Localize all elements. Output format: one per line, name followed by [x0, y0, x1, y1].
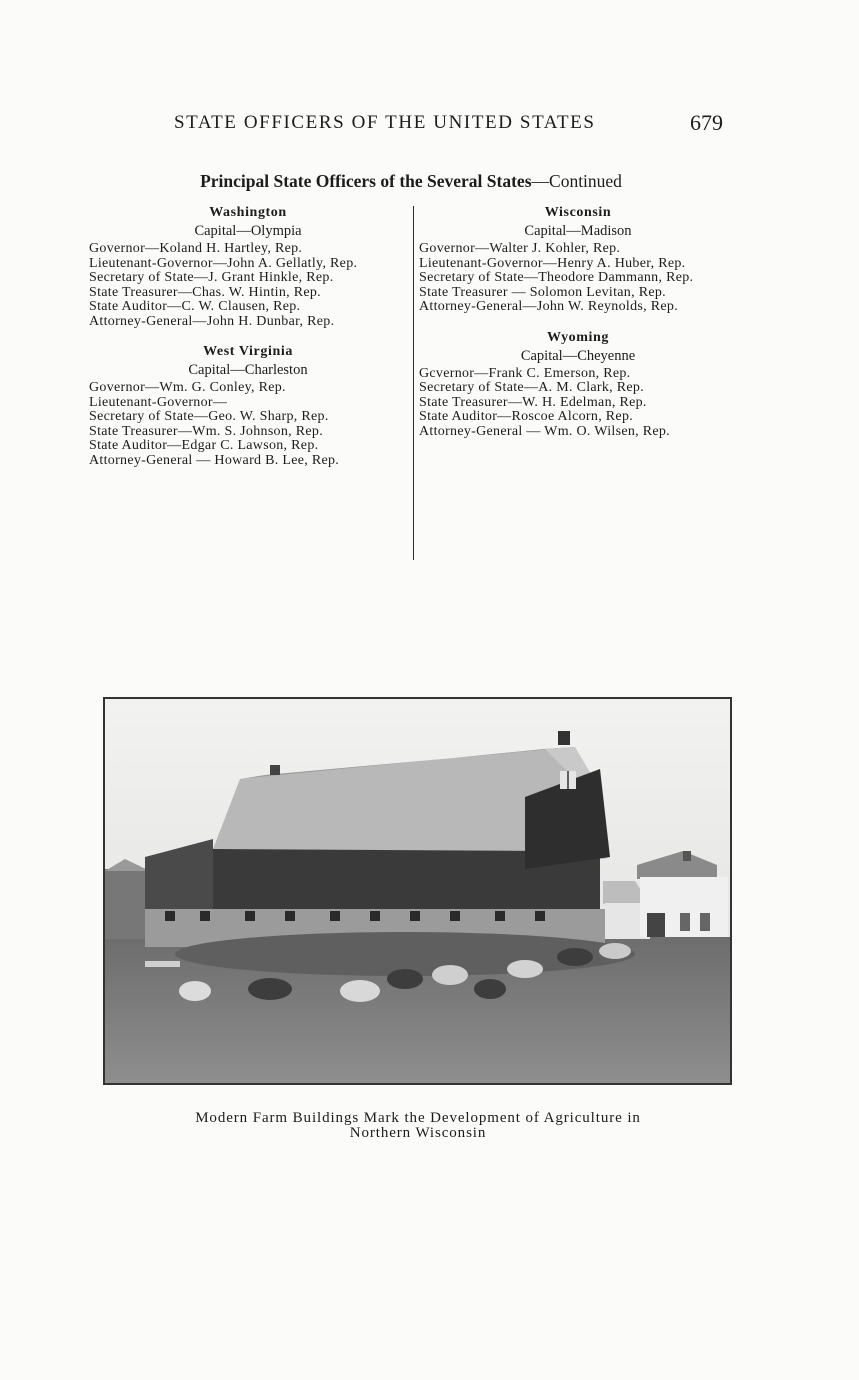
page-number: 679 — [690, 110, 723, 135]
running-title: STATE OFFICERS OF THE UNITED STATES — [174, 112, 596, 133]
officer-entry: State Treasurer — Solomon Levitan, Rep. — [419, 284, 666, 300]
state-block — [419, 204, 737, 315]
officer-entry: Attorney-General—John W. Reynolds, Rep. — [419, 299, 678, 314]
state-capital: Capital—Charleston — [188, 362, 308, 378]
right-column — [419, 204, 737, 453]
officer-entry: State Auditor—C. W. Clausen, Rep. — [89, 299, 301, 314]
state-name: West Virginia — [203, 344, 293, 359]
officer-entry: Secretary of State—Theodore Dammann, Rep. — [419, 270, 694, 285]
photo-caption — [120, 1111, 716, 1141]
officer-entry: State Auditor—Edgar C. Lawson, Rep. — [89, 438, 319, 453]
officer-entry: Attorney-General—John H. Dunbar, Rep. — [89, 313, 335, 329]
officer-entry: Lieutenant-Governor—John A. Gellatly, Rep. — [89, 255, 358, 271]
state-capital: Capital—Madison — [524, 223, 632, 239]
left-column — [89, 204, 407, 482]
officer-entry: Governor—Walter J. Kohler, Rep. — [419, 241, 621, 256]
section-title — [0, 171, 822, 192]
officer-entry: Governor—Koland H. Hartley, Rep. — [89, 241, 303, 256]
state-block — [419, 329, 737, 440]
officer-entry: State Treasurer—Chas. W. Hintin, Rep. — [89, 284, 321, 300]
caption-line-1: Modern Farm Buildings Mark the Development of Agriculture in — [195, 1110, 641, 1126]
state-capital: Capital—Cheyenne — [520, 347, 636, 364]
state-block — [89, 343, 407, 468]
officer-entry: Gcvernor—Frank C. Emerson, Rep. — [419, 365, 631, 381]
officer-entry: Secretary of State—A. M. Clark, Rep. — [419, 380, 645, 395]
officer-entry: Lieutenant-Governor— — [89, 394, 228, 410]
barn-illustration — [105, 699, 730, 1083]
state-name: Washington — [209, 205, 287, 220]
officer-entry: State Treasurer—W. H. Edelman, Rep. — [419, 394, 647, 410]
state-block — [89, 204, 407, 329]
officer-entry: State Auditor—Roscoe Alcorn, Rep. — [419, 409, 634, 424]
running-head — [174, 112, 734, 140]
section-title-suffix: —Continued — [531, 171, 622, 191]
column-divider — [413, 206, 414, 560]
section-title-main: Principal State Officers of the Several States — [200, 171, 532, 191]
officer-entry: State Treasurer—Wm. S. Johnson, Rep. — [89, 423, 324, 439]
officer-entry: Governor—Wm. G. Conley, Rep. — [89, 380, 286, 395]
officer-entry: Secretary of State—Geo. W. Sharp, Rep. — [89, 409, 329, 424]
state-name: Wyoming — [546, 329, 610, 345]
officer-entry: Attorney-General — Wm. O. Wilsen, Rep. — [419, 423, 670, 439]
officer-entry: Lieutenant-Governor—Henry A. Huber, Rep. — [419, 255, 686, 271]
caption-line-2: Northern Wisconsin — [349, 1125, 487, 1141]
officer-entry: Attorney-General — Howard B. Lee, Rep. — [89, 452, 340, 468]
state-capital: Capital—Olympia — [194, 223, 302, 239]
farm-photo — [103, 697, 732, 1085]
state-name: Wisconsin — [544, 205, 612, 220]
officer-entry: Secretary of State—J. Grant Hinkle, Rep. — [89, 270, 334, 285]
